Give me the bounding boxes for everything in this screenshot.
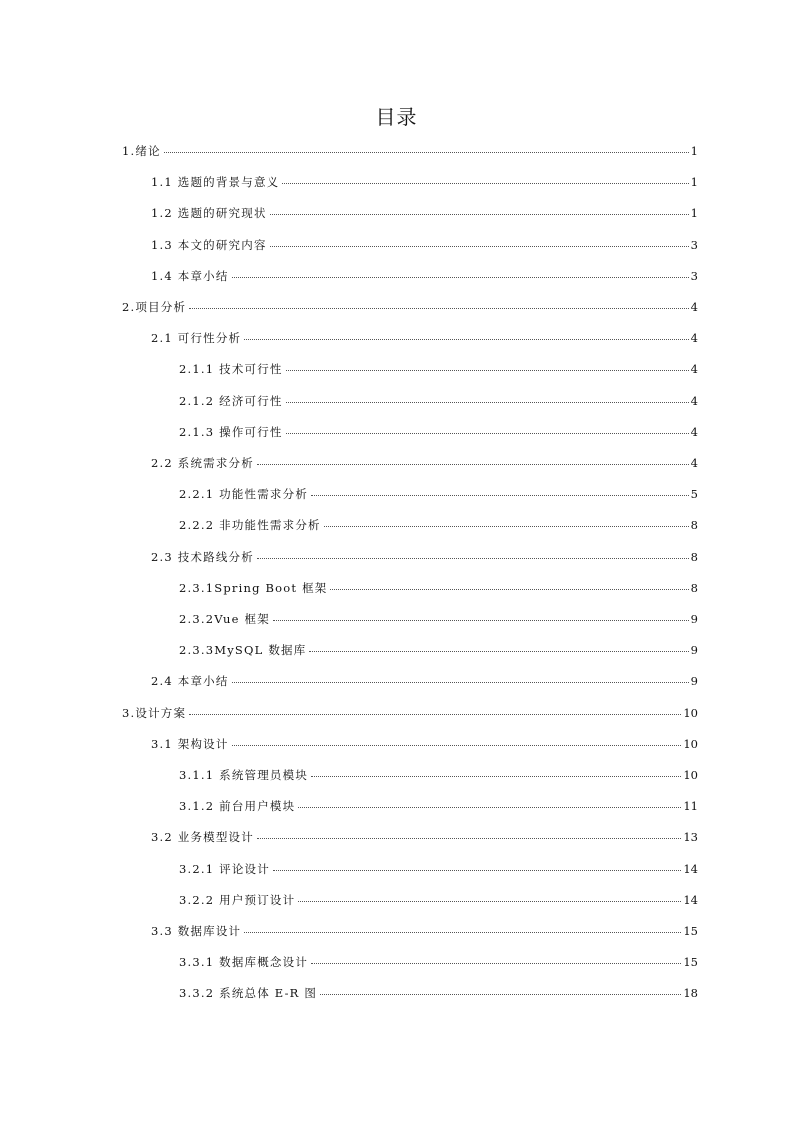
toc-entry[interactable]	[179, 486, 698, 502]
toc-entry-label: 2.1 可行性分析	[151, 331, 242, 346]
toc-entry[interactable]	[179, 767, 698, 783]
toc-entry[interactable]	[179, 611, 698, 627]
toc-dot-leader	[244, 932, 681, 933]
toc-entry-label: 2.项目分析	[122, 300, 187, 314]
toc-entry[interactable]	[151, 268, 698, 284]
toc-dot-leader	[282, 183, 688, 184]
toc-page-number: 15	[683, 924, 698, 938]
toc-entry-label: 2.3.3MySQL 数据库	[179, 643, 307, 658]
toc-entry-label: 2.3.1Spring Boot 框架	[179, 580, 328, 595]
toc-page-number: 1	[690, 206, 698, 221]
toc-entry[interactable]	[151, 174, 698, 190]
toc-page-number: 4	[690, 424, 698, 439]
toc-entry[interactable]	[122, 705, 698, 721]
toc-dot-leader	[164, 152, 689, 153]
toc-entry-label: 3.1 架构设计	[151, 736, 229, 751]
toc-dot-leader	[270, 214, 689, 215]
toc-entry-label: 3.3 数据库设计	[151, 924, 242, 938]
toc-dot-leader	[232, 277, 689, 278]
toc-dot-leader	[270, 246, 689, 247]
toc-page-number: 4	[690, 300, 698, 314]
toc-entry[interactable]	[151, 330, 698, 346]
toc-dot-leader	[189, 714, 681, 715]
page-title: 目录	[375, 105, 418, 129]
toc-page-number: 4	[690, 331, 698, 346]
toc-entry-label: 2.1.3 操作可行性	[179, 424, 283, 439]
toc-entry[interactable]	[151, 673, 698, 689]
toc-entry[interactable]	[179, 393, 698, 409]
toc-entry-label: 3.设计方案	[122, 705, 187, 720]
toc-page-number: 14	[683, 861, 698, 876]
toc-dot-leader	[320, 994, 681, 995]
toc-page-number: 18	[683, 986, 698, 1001]
toc-dot-leader	[286, 402, 689, 403]
toc-page-number: 3	[690, 237, 698, 252]
toc-dot-leader	[286, 433, 689, 434]
toc-entry[interactable]	[179, 642, 698, 658]
toc-entry[interactable]	[179, 424, 698, 440]
toc-entry-label: 3.3.2 系统总体 E-R 图	[179, 986, 318, 1001]
toc-page-number: 8	[690, 580, 698, 595]
toc-entry[interactable]	[179, 861, 698, 877]
toc-dot-leader	[330, 589, 688, 590]
toc-page-number: 9	[690, 674, 698, 689]
toc-entry-label: 1.2 选题的研究现状	[151, 206, 267, 221]
toc-dot-leader	[273, 870, 681, 871]
toc-entry-label: 2.2.1 功能性需求分析	[179, 487, 309, 502]
toc-page-number: 8	[690, 518, 698, 533]
toc-dot-leader	[232, 745, 682, 746]
toc-page-number: 14	[683, 892, 698, 907]
toc-entry-label: 1.绪论	[122, 144, 161, 158]
toc-entry[interactable]	[122, 143, 698, 159]
toc-entry[interactable]	[179, 361, 698, 377]
toc-dot-leader	[257, 464, 689, 465]
toc-entry[interactable]	[151, 829, 698, 845]
toc-entry[interactable]	[179, 517, 698, 533]
toc-entry-label: 2.3.2Vue 框架	[179, 612, 270, 626]
toc-page-number: 4	[690, 456, 698, 470]
toc-dot-leader	[324, 526, 689, 527]
toc-page-number: 4	[690, 362, 698, 377]
toc-entry-label: 2.3 技术路线分析	[151, 549, 254, 564]
toc-page-number: 15	[683, 955, 698, 970]
toc-entry-label: 2.2.2 非功能性需求分析	[179, 518, 321, 533]
toc-dot-leader	[273, 620, 689, 621]
toc-entry[interactable]	[151, 549, 698, 565]
toc-entry[interactable]	[151, 205, 698, 221]
toc-entry-label: 3.2.2 用户预订设计	[179, 892, 296, 907]
toc-page-number: 13	[683, 830, 698, 845]
toc-dot-leader	[189, 308, 689, 309]
toc-dot-leader	[286, 370, 689, 371]
toc-dot-leader	[298, 807, 681, 808]
toc-entry[interactable]	[151, 923, 698, 939]
toc-page-number: 10	[683, 705, 698, 720]
toc-dot-leader	[257, 558, 689, 559]
toc-page-number: 11	[683, 799, 698, 814]
toc-entry[interactable]	[179, 892, 698, 908]
toc-dot-leader	[311, 776, 681, 777]
toc-entry[interactable]	[179, 798, 698, 814]
toc-entry-label: 2.1.2 经济可行性	[179, 393, 283, 408]
toc-dot-leader	[311, 963, 681, 964]
toc-entry-label: 2.2 系统需求分析	[151, 456, 254, 470]
toc-entry[interactable]	[122, 299, 698, 315]
toc-entry-label: 1.4 本章小结	[151, 268, 229, 283]
toc-entry-label: 3.3.1 数据库概念设计	[179, 955, 309, 970]
toc-entry-label: 2.4 本章小结	[151, 674, 229, 689]
toc-page-number: 4	[690, 393, 698, 408]
toc-entry[interactable]	[151, 736, 698, 752]
toc-dot-leader	[309, 651, 688, 652]
toc-dot-leader	[257, 838, 681, 839]
toc-page-number: 9	[690, 612, 698, 626]
toc-entry[interactable]	[179, 985, 698, 1001]
toc-page-number: 1	[690, 175, 698, 190]
toc-page-number: 10	[683, 736, 698, 751]
toc-dot-leader	[298, 901, 681, 902]
toc-page-number: 3	[690, 268, 698, 283]
toc-entry-label: 3.2.1 评论设计	[179, 861, 270, 876]
toc-page-number: 1	[690, 144, 698, 158]
toc-page-number: 8	[690, 549, 698, 564]
toc-dot-leader	[244, 339, 688, 340]
toc-entry-label: 3.2 业务模型设计	[151, 830, 254, 845]
toc-entry-label: 2.1.1 技术可行性	[179, 362, 283, 377]
toc-entry[interactable]	[151, 455, 698, 471]
toc-entry[interactable]	[151, 237, 698, 253]
toc-page-number: 5	[690, 487, 698, 502]
toc-page-number: 9	[690, 643, 698, 658]
toc-entry-label: 3.1.1 系统管理员模块	[179, 768, 309, 782]
toc-entry-label: 1.1 选题的背景与意义	[151, 175, 280, 190]
toc-entry-label: 3.1.2 前台用户模块	[179, 799, 296, 814]
toc-dot-leader	[311, 495, 689, 496]
toc-dot-leader	[232, 682, 689, 683]
toc-entry[interactable]	[179, 954, 698, 970]
toc-page-number: 10	[683, 768, 698, 782]
toc-entry[interactable]	[179, 580, 698, 596]
toc-entry-label: 1.3 本文的研究内容	[151, 237, 267, 252]
